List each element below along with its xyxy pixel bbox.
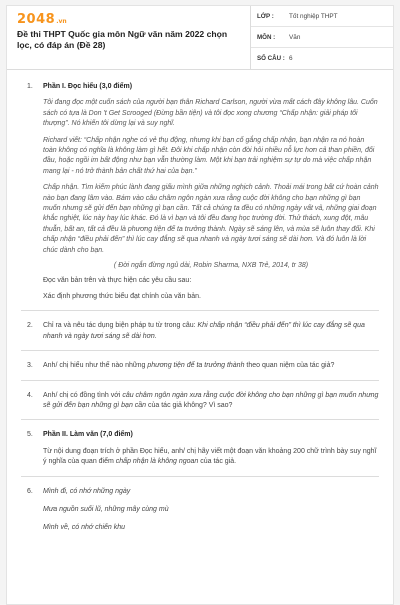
section-heading: Phần II. Làm văn (7,0 điểm) [43, 431, 133, 439]
question-number: 3. [27, 362, 33, 370]
question-prefix: Anh/ chị có đồng tình với [43, 391, 123, 399]
meta-value: Văn [289, 33, 301, 41]
meta-label: SỐ CÂU : [257, 55, 285, 62]
document-content [7, 70, 393, 534]
site-logo[interactable] [17, 12, 244, 27]
question-3 [21, 361, 379, 371]
question-1 [21, 82, 379, 92]
question-5 [21, 430, 379, 440]
question-number: 2. [27, 322, 33, 330]
question-text [43, 321, 379, 342]
meta-row-class [251, 6, 393, 27]
meta-label: LỚP : [257, 12, 274, 20]
passage-source: ( Đời ngắn đừng ngủ dài, Robin Sharma, NXB Trẻ, 2014, tr 38) [113, 262, 309, 270]
divider [21, 380, 379, 381]
question-text [21, 447, 379, 468]
question-prefix: Từ nội dung đoạn trích ở phần Đọc hiểu, anh/ chị hãy viết một đoạn văn khoảng 200 chữ trình bày suy nghĩ ý nghĩa của quan điểm [43, 447, 377, 466]
passage-paragraph: Richard viết: “Chấp nhận nghe có vẻ thụ động, nhưng khi bạn cố gắng chấp nhận, bạn nhận ra nó hoàn toàn không có nghĩa là không làm gì hết. Đôi khi chấp nhận còn đòi hỏi nhiều nỗ lực hơn cả than phiền, đối đầu, hoặc ngồi im bất động như bạn vẫn thường làm. Một khi bạn trải nghiệm sự tự do mà việc chấp nhận mang lại - nó trở thành bản chất thứ hai của bạn.” [43, 136, 375, 175]
poem-line: Mưa nguồn suối lũ, những mây cùng mù [43, 505, 169, 513]
meta-row-subject [251, 27, 393, 48]
question-quote: câu châm ngôn ngàn xưa rằng cuộc đời không cho bạn những gì bạn muốn nhưng sẽ gửi đến bạn những gì bạn cần [43, 391, 379, 409]
meta-value: Tốt nghiệp THPT [289, 12, 338, 20]
passage-paragraph: Chấp nhận. Tìm kiếm phúc lành đang giấu mình giữa những nghịch cảnh. Thoải mái trong bất cứ hoàn cảnh nào bạn đang lâm vào. Bám vào câu châm ngôn ngàn xưa rằng cuộc đời không cho bạn những gì bạn muốn nhưng sẽ gửi đến bạn những gì bạn cần. Tất cả chúng ta đều có những ngày vất vả, những giai đoạn khắc nghiệt, lúc này hay lúc khác. Đó là vì bạn và tôi đều đang học trường đời. Thử thách, xung đột, mâu thuẫn, bất an, tất cả đều là phương tiện để ta trưởng thành. Ngày sẽ sáng lên, và mùa sẽ luôn thay đổi. Khi chấp nhận “điều phải đến” thì lúc cay đắng sẽ qua nhanh và ngày tươi sáng sẽ dài hơn. Và đó luôn là lời chúc dành cho bạn. [43, 184, 379, 254]
question-text: Xác định phương thức biểu đạt chính của văn bản. [43, 292, 201, 300]
question-quote: chấp nhận là không ngoan [115, 458, 199, 466]
question-4 [21, 391, 379, 412]
question-suffix: của tác giả. [198, 458, 237, 466]
question-2 [21, 321, 379, 342]
question-quote: Khi chấp nhận “điều phải đến” thì lúc cay đắng sẽ qua nhanh và ngày tươi sáng sẽ dài hơn. [43, 322, 365, 340]
header-meta [251, 6, 393, 69]
document-header [7, 6, 393, 70]
meta-label: MÔN : [257, 33, 276, 41]
question-suffix: theo quan niệm của tác giả? [244, 362, 335, 370]
question-prefix: Chỉ ra và nêu tác dụng biện pháp tu từ trong câu: [43, 322, 198, 330]
divider [21, 350, 379, 351]
question-prefix: Anh/ chị hiểu như thế nào những [43, 362, 148, 370]
divider [21, 310, 379, 311]
question-text [43, 391, 379, 412]
logo-main-text: 2048 [17, 12, 56, 27]
divider [21, 476, 379, 477]
meta-value: 6 [289, 55, 293, 62]
passage-paragraph: Tôi đang đọc một cuốn sách của người bạn thân Richard Carlson, người vừa mất cách đây không lâu. Cuốn sách có tựa là Don 't Get Scrooged (Đừng bần tiện) và tôi đọc xong chương “Chấp nhận: giải pháp tối thượng”. Nó khiến tôi dừng lại và suy nghĩ. [43, 99, 378, 128]
question-suffix: của tác giả không? Vì sao? [146, 401, 233, 409]
question-number: 4. [27, 391, 33, 399]
poem-line: Mình về, có nhớ chiến khu [43, 524, 126, 532]
divider [21, 419, 379, 420]
instruction-text: Đọc văn bản trên và thực hiện các yêu cầu sau: [43, 276, 192, 284]
question-number: 5. [27, 431, 33, 439]
section-heading: Phần I. Đọc hiểu (3,0 điểm) [43, 83, 133, 90]
question-quote: phương tiện để ta trưởng thành [147, 362, 245, 370]
poem-line: Mình đi, có nhớ những ngày [43, 487, 131, 495]
document-title: Đề thi THPT Quốc gia môn Ngữ văn năm 2022 chọn lọc, có đáp án (Đề 28) [17, 29, 228, 50]
question-number: 6. [27, 487, 33, 495]
header-title-area [7, 6, 251, 69]
meta-row-count [251, 48, 393, 69]
question-6 [21, 487, 379, 497]
document-page [6, 5, 394, 605]
question-number: 1. [27, 83, 33, 90]
question-text [43, 361, 379, 371]
logo-sub-text: .vn [56, 18, 67, 25]
